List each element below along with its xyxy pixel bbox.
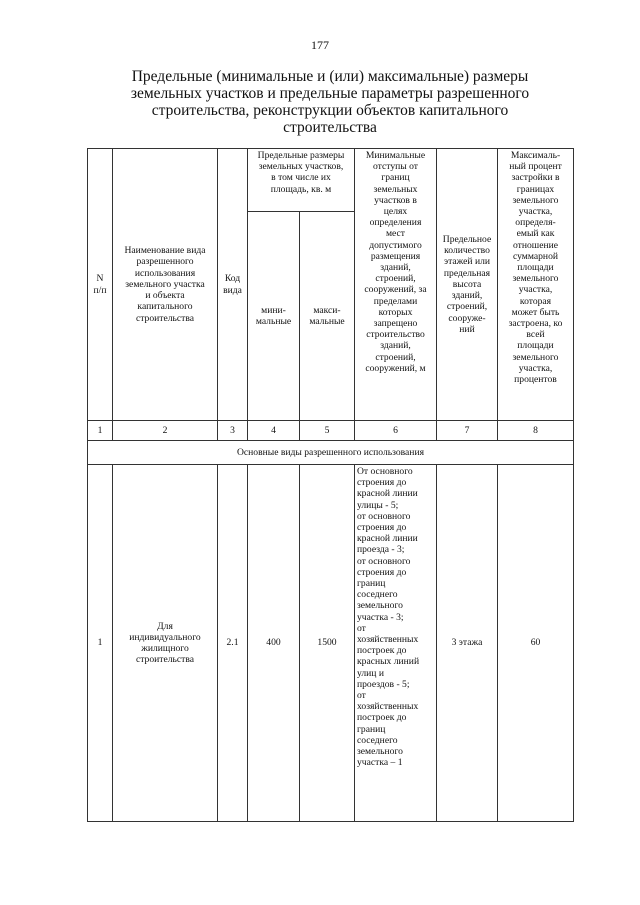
column-number: 2 (113, 421, 218, 441)
row-area-max: 1500 (300, 465, 355, 822)
row-coverage: 60 (498, 465, 574, 822)
header-floors: Предельное количество этажей или предельная высота зданий, строений, сооруже- ний (437, 149, 498, 421)
page-title: Предельные (минимальные и (или) максимальные) размеры земельных участков и предельные параметры разрешенного строительства, реконструкции объектов капитального строительства (130, 68, 530, 136)
column-number: 4 (248, 421, 300, 441)
column-number: 7 (437, 421, 498, 441)
column-number: 1 (88, 421, 113, 441)
header-setbacks: Минимальные отступы от границ земельных участков в целях определения мест допустимого размещения зданий, строений, сооружений, за пределами которых запрещено строительство зданий, строений, сооружений, м (355, 149, 437, 421)
row-code: 2.1 (218, 465, 248, 822)
row-num: 1 (88, 465, 113, 822)
header-name: Наименование вида разрешенного использования земельного участка и объекта капитального строительства (113, 149, 218, 421)
row-floors: 3 этажа (437, 465, 498, 822)
header-area-max: макси- мальные (300, 212, 355, 421)
table-row (88, 465, 574, 822)
land-parameters-table (87, 148, 574, 822)
section-title: Основные виды разрешенного использования (88, 441, 574, 465)
row-setbacks: От основного строения до красной линии улицы - 5; от основного строения до красной линии проезда - 3; от основного строения до границ соседнего земельного участка - 3; от хозяйственных построек до красных линий улиц и проездов - 5; от хозяйственных построек до границ соседнего земельного участка – 1 (355, 465, 437, 822)
column-number: 8 (498, 421, 574, 441)
header-coverage: Максималь- ный процент застройки в границах земельного участка, определя- емый как отношение суммарной площади земельного участка, которая может быть застроена, ко всей площади земельного участка, процентов (498, 149, 574, 421)
column-number: 3 (218, 421, 248, 441)
header-area-group: Предельные размеры земельных участков, в том числе их площадь, кв. м (248, 149, 355, 212)
column-number: 6 (355, 421, 437, 441)
column-number-row (88, 421, 574, 441)
row-area-min: 400 (248, 465, 300, 822)
header-code: Код вида (218, 149, 248, 421)
header-num: N п/п (88, 149, 113, 421)
header-area-min: мини- мальные (248, 212, 300, 421)
page-number: 177 (311, 38, 329, 52)
row-name: Для индивидуального жилищного строительства (113, 465, 218, 822)
column-number: 5 (300, 421, 355, 441)
